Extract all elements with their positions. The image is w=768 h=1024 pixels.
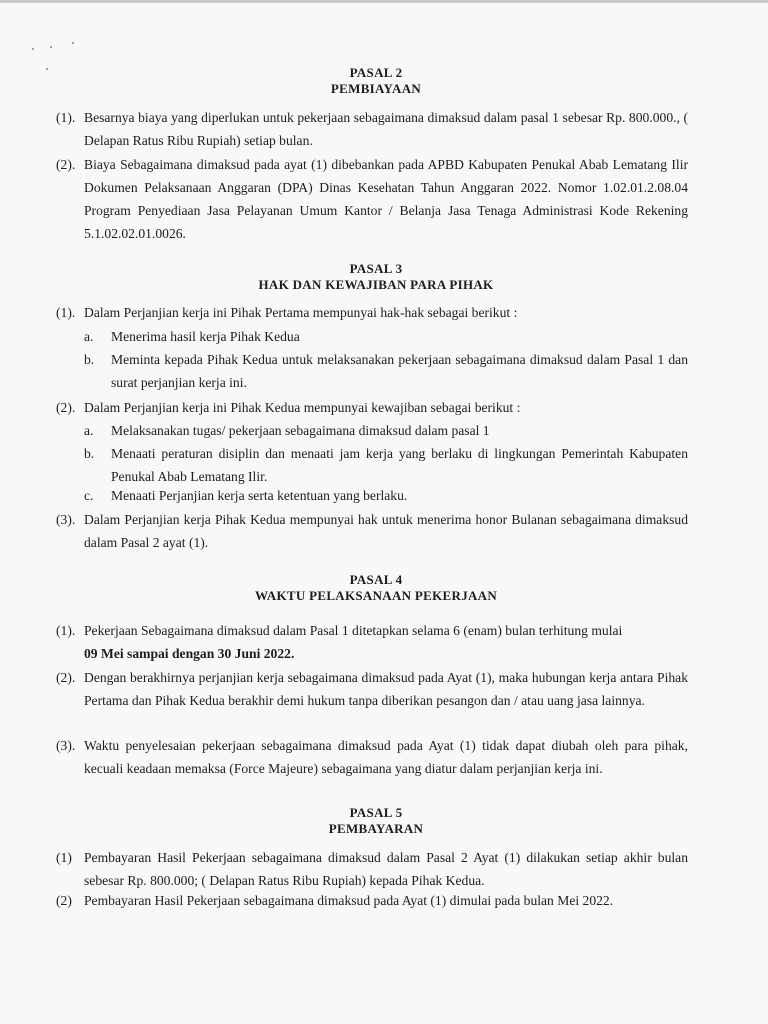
pasal-5-paragraph-1	[56, 846, 688, 892]
date-range: 09 Mei sampai dengan 30 Juni 2022.	[84, 646, 295, 661]
item-letter: a.	[84, 423, 94, 438]
item-letter: a.	[84, 329, 94, 344]
pasal-4-paragraph-1	[56, 619, 688, 665]
pasal-5-subtitle: PEMBAYARAN	[328, 821, 424, 836]
paragraph-number: (3).	[56, 512, 76, 527]
item-text: Menerima hasil kerja Pihak Kedua	[111, 329, 300, 344]
pasal-3-title: PASAL 3	[349, 261, 403, 276]
item-letter: b.	[84, 352, 95, 367]
item-text: Meminta kepada Pihak Kedua untuk melaksanakan pekerjaan sebagaimana dimaksud dalam Pasal 1 dan surat perjanjian kerja ini.	[111, 352, 688, 390]
paragraph-text: Dalam Perjanjian kerja ini Pihak Kedua mempunyai kewajiban sebagai berikut :	[84, 400, 521, 415]
pasal-3-item-2a	[84, 419, 688, 442]
pasal-3-paragraph-2	[56, 396, 688, 419]
paragraph-text: Pekerjaan Sebagaimana dimaksud dalam Pasal 1 ditetapkan selama 6 (enam) bulan terhitung mulai	[84, 623, 623, 638]
paragraph-number: (2).	[56, 670, 76, 685]
paragraph-text: Pembayaran Hasil Pekerjaan sebagaimana dimaksud pada Ayat (1) dimulai pada bulan Mei 2022.	[84, 893, 614, 908]
pasal-2-subtitle: PEMBIAYAAN	[330, 81, 422, 96]
item-text: Melaksanakan tugas/ pekerjaan sebagaimana dimaksud dalam pasal 1	[111, 423, 490, 438]
paragraph-text: Waktu penyelesaian pekerjaan sebagaimana dimaksud pada Ayat (1) tidak dapat diubah oleh para pihak, kecuali keadaan memaksa (Force Majeure) sebagaimana yang diatur dalam perjanjian kerja ini.	[84, 738, 688, 776]
paragraph-number: (1).	[56, 305, 76, 320]
paragraph-text: Besarnya biaya yang diperlukan untuk pekerjaan sebagaimana dimaksud dalam pasal 1 sebesar Rp. 800.000., ( Delapan Ratus Ribu Rupiah) setiap bulan.	[84, 110, 688, 148]
item-letter: c.	[84, 488, 94, 503]
pasal-2-paragraph-1	[56, 106, 688, 152]
pasal-3-item-1b	[84, 348, 688, 394]
pasal-4-paragraph-2	[56, 666, 688, 712]
pasal-3-item-2b	[84, 442, 688, 488]
paragraph-text: Biaya Sebagaimana dimaksud pada ayat (1) dibebankan pada APBD Kabupaten Penukal Abab Lematang Ilir Dokumen Pelaksanaan Anggaran (DPA) Dinas Kesehatan Tahun Anggaran 2022. Nomor 1.02.01.2.08.04 Program Penyediaan Jasa Pelayanan Umum Kantor / Belanja Jasa Tenaga Administrasi Kode Rekening 5.1.02.02.01.0026.	[84, 157, 688, 241]
paragraph-number: (3).	[56, 738, 76, 753]
paragraph-text: Dalam Perjanjian kerja ini Pihak Pertama mempunyai hak-hak sebagai berikut :	[84, 305, 518, 320]
pasal-2-paragraph-2	[56, 153, 688, 245]
paragraph-number: (1).	[56, 110, 76, 125]
paragraph-text: Pembayaran Hasil Pekerjaan sebagaimana dimaksud dalam Pasal 2 Ayat (1) dilakukan setiap akhir bulan sebesar Rp. 800.000; ( Delapan Ratus Ribu Rupiah) kepada Pihak Kedua.	[84, 850, 688, 888]
paragraph-number: (2)	[56, 893, 72, 908]
paragraph-text: Dalam Perjanjian kerja Pihak Kedua mempunyai hak untuk menerima honor Bulanan sebagaimana dimaksud dalam Pasal 2 ayat (1).	[84, 512, 688, 550]
item-text: Menaati Perjanjian kerja serta ketentuan yang berlaku.	[111, 488, 408, 503]
pasal-3-subtitle: HAK DAN KEWAJIBAN PARA PIHAK	[258, 277, 494, 292]
pasal-3-item-2c	[84, 484, 688, 507]
scan-edge	[0, 0, 768, 3]
paragraph-text: Dengan berakhirnya perjanjian kerja sebagaimana dimaksud pada Ayat (1), maka hubungan kerja antara Pihak Pertama dan Pihak Kedua berakhir demi hukum tanpa diberikan pesangon dan / atau uang jasa lainnya.	[84, 670, 688, 708]
paragraph-number: (2).	[56, 157, 76, 172]
pasal-4-paragraph-3	[56, 734, 688, 780]
pasal-5-title: PASAL 5	[349, 805, 403, 820]
pasal-5-paragraph-2	[56, 889, 688, 912]
paragraph-number: (2).	[56, 400, 76, 415]
pasal-4-title: PASAL 4	[349, 572, 403, 587]
paragraph-number: (1).	[56, 623, 76, 638]
pasal-3-item-1a	[84, 325, 688, 348]
paragraph-number: (1)	[56, 850, 72, 865]
pasal-3-paragraph-3	[56, 508, 688, 554]
pasal-4-subtitle: WAKTU PELAKSANAAN PEKERJAAN	[254, 588, 498, 603]
item-letter: b.	[84, 446, 95, 461]
pasal-2-title: PASAL 2	[349, 65, 403, 80]
pasal-3-paragraph-1	[56, 301, 688, 324]
item-text: Menaati peraturan disiplin dan menaati jam kerja yang berlaku di lingkungan Pemerintah Kabupaten Penukal Abab Lematang Ilir.	[111, 446, 688, 484]
